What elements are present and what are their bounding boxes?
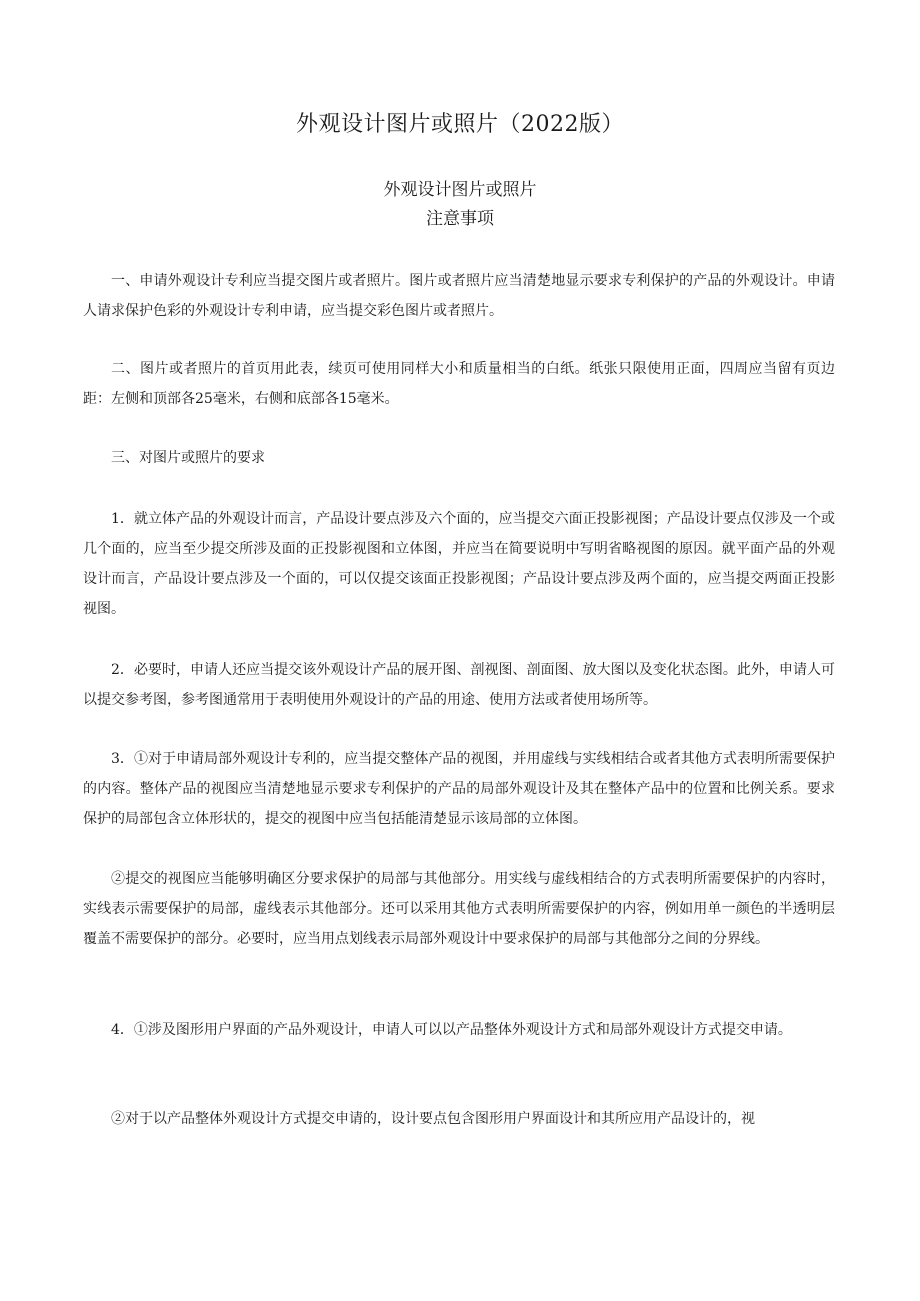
paragraph-item-2: 2．必要时，申请人还应当提交该外观设计产品的展开图、剖视图、剖面图、放大图以及变化状态图。此外，申请人可以提交参考图，参考图通常用于表明使用外观设计的产品的用途、使用方法或者使用场所等。 (83, 662, 835, 708)
section-heading: 三、对图片或照片的要求 (111, 450, 265, 466)
paragraph-1: 一、申请外观设计专利应当提交图片或者照片。图片或者照片应当清楚地显示要求专利保护的产品的外观设计。申请人请求保护色彩的外观设计专利申请，应当提交彩色图片或者照片。 (83, 273, 835, 319)
paragraph-item-4-2: ②对于以产品整体外观设计方式提交申请的，设计要点包含图形用户界面设计和其所应用产品设计的，视 (111, 1111, 755, 1127)
subtitle: 外观设计图片或照片 (383, 180, 537, 200)
paragraph-2: 二、图片或者照片的首页用此表，续页可使用同样大小和质量相当的白纸。纸张只限使用正面，四周应当留有页边距：左侧和顶部各25毫米，右侧和底部各15毫米。 (83, 361, 835, 407)
paragraph-item-1: 1．就立体产品的外观设计而言，产品设计要点涉及六个面的，应当提交六面正投影视图；产品设计要点仅涉及一个或几个面的，应当至少提交所涉及面的正投影视图和立体图，并应当在简要说明中写明省略视图的原因。就平面产品的外观设计而言，产品设计要点涉及一个面的，可以仅提交该面正投影视图；产品设计要点涉及两个面的，应当提交两面正投影视图。 (83, 511, 835, 617)
paragraph-item-3-1: 3．①对于申请局部外观设计专利的，应当提交整体产品的视图，并用虚线与实线相结合或者其他方式表明所需要保护的内容。整体产品的视图应当清楚地显示要求专利保护的产品的局部外观设计及其在整体产品中的位置和比例关系。要求保护的局部包含立体形状的，提交的视图中应当包括能清楚显示该局部的立体图。 (83, 751, 835, 827)
page-title: 外观设计图片或照片（2022版） (296, 112, 624, 137)
paragraph-item-3-2: ②提交的视图应当能够明确区分要求保护的局部与其他部分。用实线与虚线相结合的方式表明所需要保护的内容时，实线表示需要保护的局部，虚线表示其他部分。还可以采用其他方式表明所需要保护的内容，例如用单一颜色的半透明层覆盖不需要保护的部分。必要时，应当用点划线表示局部外观设计中要求保护的局部与其他部分之间的分界线。 (83, 871, 835, 947)
paragraph-item-4-1: 4．①涉及图形用户界面的产品外观设计，申请人可以以产品整体外观设计方式和局部外观设计方式提交申请。 (111, 1022, 792, 1038)
notes-heading: 注意事项 (426, 209, 494, 229)
